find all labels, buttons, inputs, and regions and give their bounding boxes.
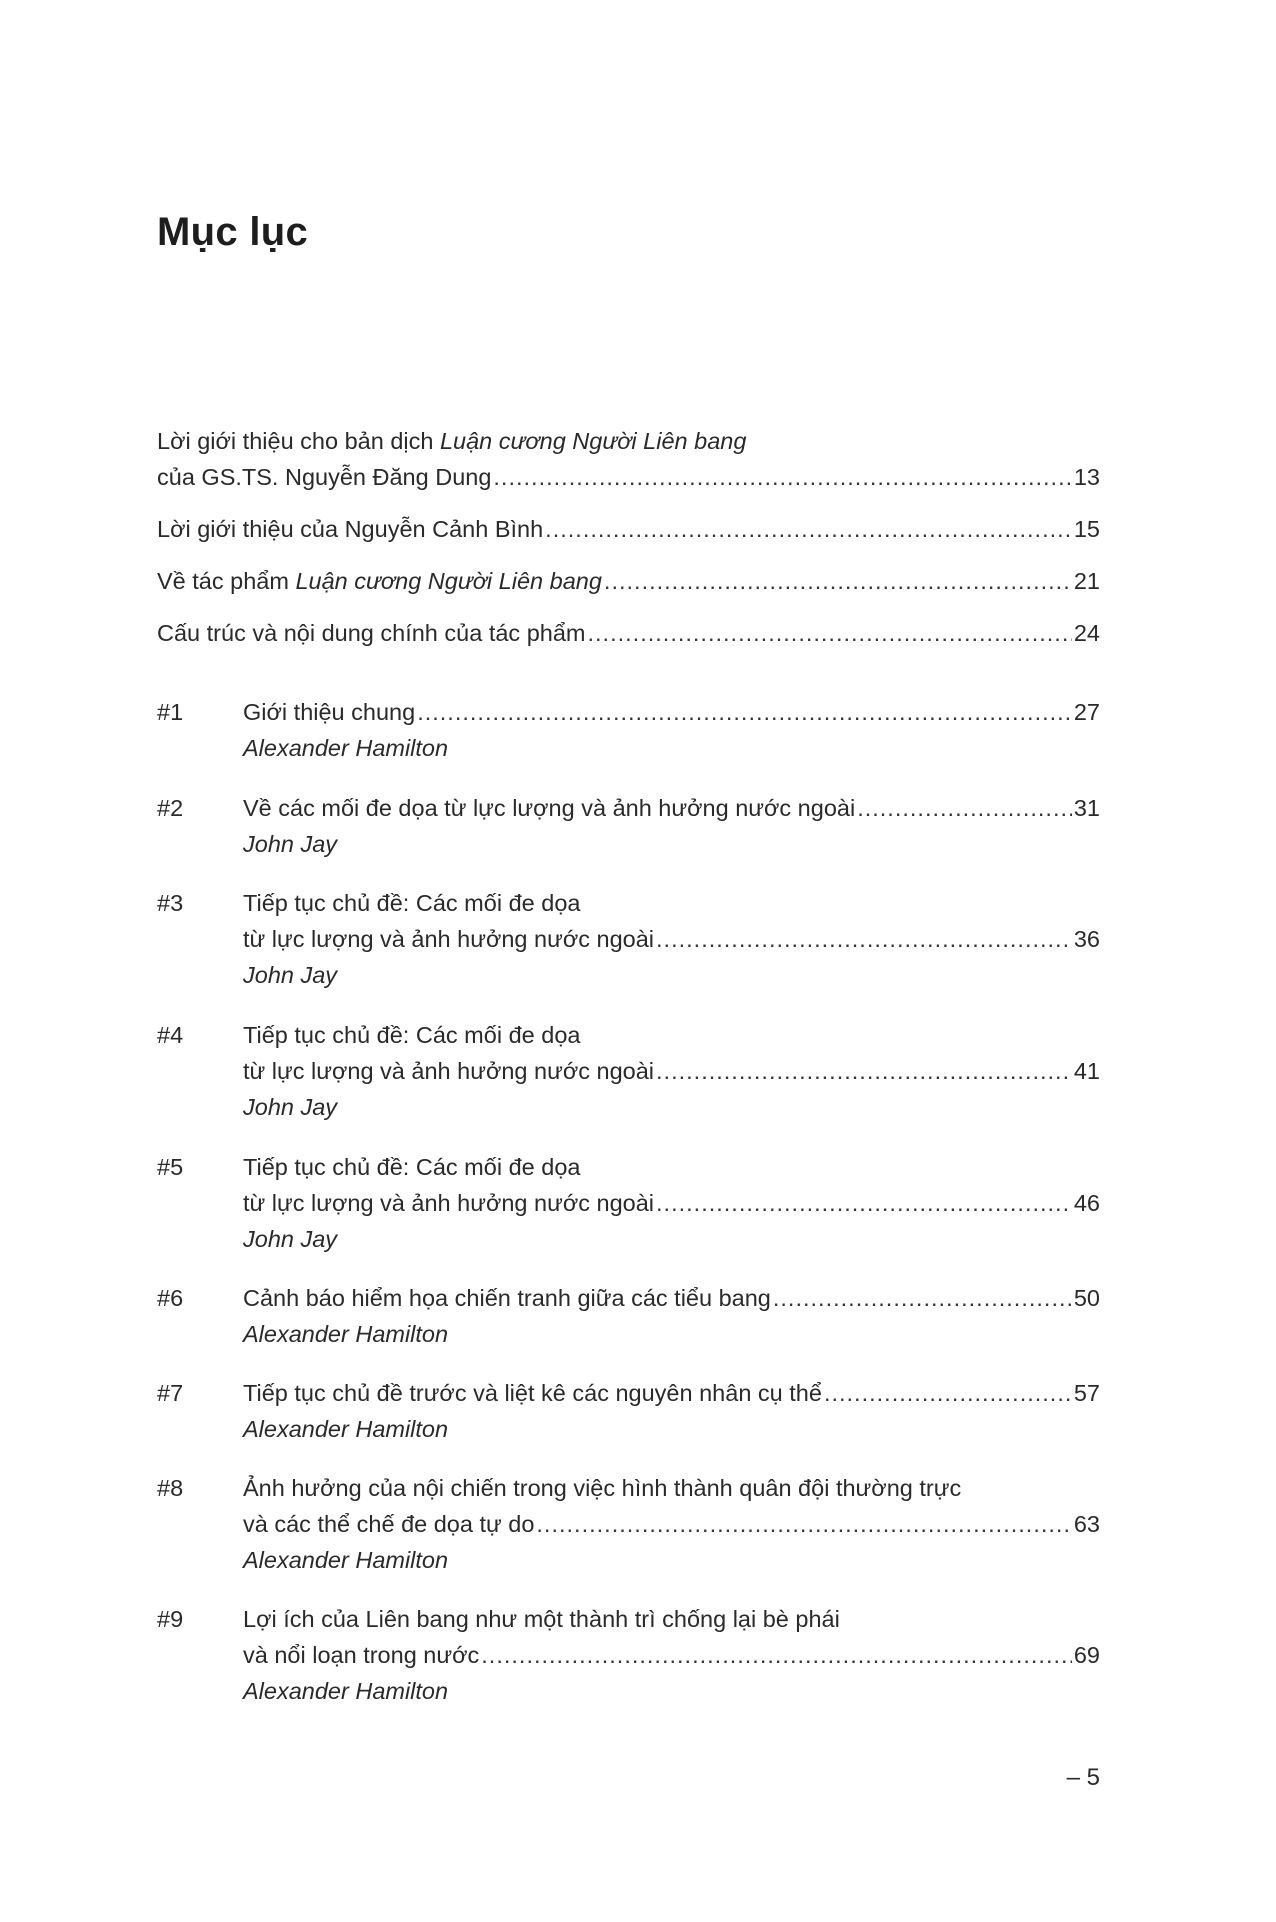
paper-number: #4: [157, 1022, 184, 1048]
paper-page-number: 31: [1073, 795, 1100, 821]
paper-page-number: 57: [1073, 1380, 1100, 1406]
paper-title-line: [243, 1280, 1100, 1316]
entry-text-italic: Luận cương Người Liên bang: [295, 568, 602, 594]
paper-title-line: [243, 1506, 1100, 1542]
paper-title: và nổi loạn trong nước: [243, 1642, 480, 1668]
paper-page-number: 41: [1073, 1058, 1100, 1084]
entry-text-italic: Luận cương Người Liên bang: [439, 428, 747, 454]
paper-number: #3: [157, 890, 184, 916]
paper-title-line: [243, 1375, 1100, 1411]
entry-text: của GS.TS. Nguyễn Đăng Dung: [157, 464, 492, 490]
paper-title-line: [243, 1185, 1100, 1221]
paper-page-number: 36: [1073, 926, 1100, 952]
paper-number: #6: [157, 1285, 184, 1311]
paper-title-line: [243, 1053, 1100, 1089]
paper-number: #5: [157, 1154, 184, 1180]
paper-page-number: 46: [1073, 1190, 1100, 1216]
entry-page-number: 21: [1073, 568, 1100, 594]
paper-title: từ lực lượng và ảnh hưởng nước ngoài: [243, 926, 655, 952]
dot-leader: [656, 1185, 1072, 1221]
entry-page-number: 24: [1073, 620, 1100, 646]
dot-leader: [493, 459, 1071, 495]
paper-title-line: [243, 921, 1100, 957]
dot-leader: [536, 1506, 1071, 1542]
paper-title: từ lực lượng và ảnh hưởng nước ngoài: [243, 1190, 655, 1216]
toc-front-matter: [157, 423, 1100, 651]
entry-text: Lời giới thiệu của Nguyễn Cảnh Bình: [157, 516, 544, 542]
toc-entry-publisher-intro[interactable]: [157, 511, 1100, 547]
paper-page-number: 63: [1073, 1511, 1100, 1537]
entry-text: Về tác phẩm: [157, 568, 296, 594]
dot-leader: [417, 694, 1072, 730]
paper-number: #2: [157, 795, 184, 821]
paper-author: Alexander Hamilton: [243, 1547, 449, 1573]
paper-author: Alexander Hamilton: [243, 1678, 449, 1704]
paper-author: Alexander Hamilton: [243, 1416, 449, 1442]
toc-entry-translation-intro-line1: [157, 423, 1100, 459]
page-title: Mục lục: [157, 210, 309, 254]
dot-leader: [857, 790, 1072, 826]
paper-number: #7: [157, 1380, 184, 1406]
paper-author: John Jay: [243, 1226, 338, 1252]
dot-leader: [773, 1280, 1072, 1316]
dot-leader: [545, 511, 1072, 547]
paper-title: Tiếp tục chủ đề: Các mối đe dọa: [243, 1022, 581, 1048]
paper-title: Lợi ích của Liên bang như một thành trì chống lại bè phái: [243, 1606, 840, 1632]
paper-title-line: [243, 790, 1100, 826]
paper-title: Về các mối đe dọa từ lực lượng và ảnh hưởng nước ngoài: [243, 795, 856, 821]
paper-page-number: 69: [1073, 1642, 1100, 1668]
paper-author: John Jay: [243, 1094, 338, 1120]
entry-page-number: 13: [1073, 464, 1100, 490]
toc-entry-about-work[interactable]: [157, 563, 1100, 599]
paper-title-line: [243, 1637, 1100, 1673]
entry-text: Cấu trúc và nội dung chính của tác phẩm: [157, 620, 586, 646]
toc-entry-translation-intro[interactable]: [157, 459, 1100, 495]
dot-leader: [824, 1375, 1072, 1411]
dot-leader: [604, 563, 1072, 599]
paper-title: Tiếp tục chủ đề: Các mối đe dọa: [243, 890, 581, 916]
dot-leader: [656, 921, 1072, 957]
paper-page-number: 50: [1073, 1285, 1100, 1311]
paper-page-number: 27: [1073, 699, 1100, 725]
paper-title: Cảnh báo hiểm họa chiến tranh giữa các tiểu bang: [243, 1285, 771, 1311]
dot-leader: [656, 1053, 1072, 1089]
paper-number: #8: [157, 1475, 184, 1501]
paper-author: Alexander Hamilton: [243, 735, 449, 761]
toc-entry-structure[interactable]: [157, 615, 1100, 651]
entry-page-number: 15: [1073, 516, 1100, 542]
paper-author: John Jay: [243, 831, 338, 857]
dot-leader: [588, 615, 1072, 651]
paper-title: từ lực lượng và ảnh hưởng nước ngoài: [243, 1058, 655, 1084]
paper-author: Alexander Hamilton: [243, 1321, 449, 1347]
paper-title: Giới thiệu chung: [243, 699, 416, 725]
page-number: – 5: [1066, 1764, 1100, 1791]
paper-title: Tiếp tục chủ đề: Các mối đe dọa: [243, 1154, 581, 1180]
paper-title: Ảnh hưởng của nội chiến trong việc hình thành quân đội thường trực: [243, 1475, 962, 1501]
paper-number: #1: [157, 699, 184, 725]
entry-text: Lời giới thiệu cho bản dịch: [157, 428, 440, 454]
dot-leader: [481, 1637, 1072, 1673]
paper-title-line: [243, 694, 1100, 730]
paper-title: Tiếp tục chủ đề trước và liệt kê các nguyên nhân cụ thể: [243, 1380, 822, 1406]
paper-title: và các thể chế đe dọa tự do: [243, 1511, 535, 1537]
paper-author: John Jay: [243, 962, 338, 988]
paper-number: #9: [157, 1606, 184, 1632]
